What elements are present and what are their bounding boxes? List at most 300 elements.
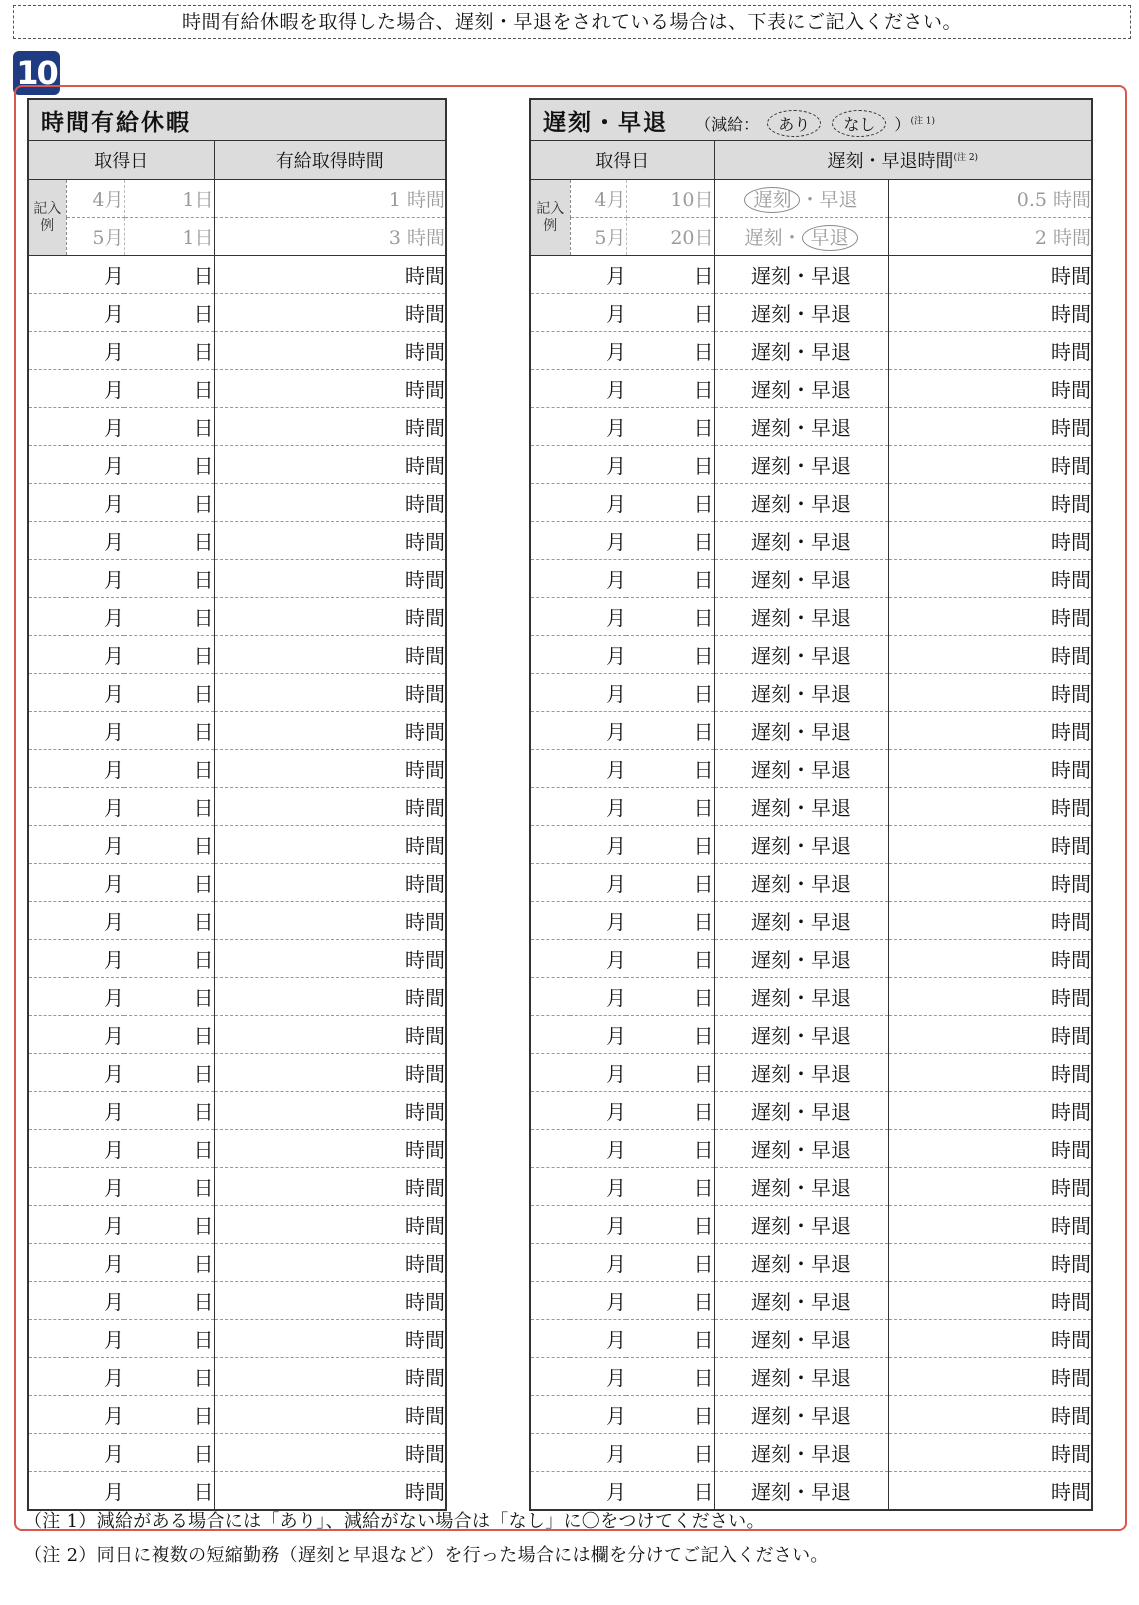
hours-field[interactable]: 時間 — [888, 294, 1092, 332]
entry-row — [28, 1092, 446, 1130]
entry-row — [530, 1320, 1092, 1358]
hours-field[interactable]: 時間 — [888, 1358, 1092, 1396]
entry-row — [28, 598, 446, 636]
entry-row — [530, 940, 1092, 978]
hours-field[interactable]: 時間 — [888, 408, 1092, 446]
late-early-choice[interactable]: 遅刻・早退 — [714, 1434, 888, 1472]
month-field[interactable]: 月 — [530, 1016, 626, 1054]
late-early-choice[interactable]: 遅刻・早退 — [714, 1320, 888, 1358]
note-2-ref: (注 2) — [953, 153, 979, 163]
month-field[interactable]: 月 — [28, 1434, 124, 1472]
hours-field[interactable]: 時間 — [888, 446, 1092, 484]
example-hours: 2 時間 — [888, 218, 1092, 256]
hours-field[interactable]: 時間 — [888, 902, 1092, 940]
hours-field[interactable]: 時間 — [888, 1434, 1092, 1472]
day-field[interactable]: 日 — [124, 332, 214, 370]
hours-field[interactable]: 時間 — [888, 636, 1092, 674]
hours-field[interactable]: 時間 — [214, 788, 446, 826]
header-acquisition-date: 取得日 — [530, 141, 714, 180]
month-field[interactable]: 月 — [28, 826, 124, 864]
month-field[interactable]: 月 — [28, 978, 124, 1016]
month-field[interactable]: 月 — [530, 636, 626, 674]
day-field[interactable]: 日 — [626, 1472, 714, 1511]
example-hours: 0.5 時間 — [888, 180, 1092, 218]
entry-row — [530, 598, 1092, 636]
late-early-choice[interactable]: 遅刻・早退 — [714, 864, 888, 902]
late-early-choice[interactable]: 遅刻・早退 — [714, 712, 888, 750]
entry-row — [28, 294, 446, 332]
day-field[interactable]: 日 — [124, 788, 214, 826]
day-field[interactable]: 日 — [124, 598, 214, 636]
day-field[interactable]: 日 — [626, 1282, 714, 1320]
late-early-choice[interactable]: 遅刻・早退 — [714, 978, 888, 1016]
month-field[interactable]: 月 — [28, 1282, 124, 1320]
hours-field[interactable]: 時間 — [214, 1396, 446, 1434]
hours-field[interactable]: 時間 — [888, 484, 1092, 522]
late-early-choice[interactable]: 遅刻・早退 — [714, 560, 888, 598]
entry-row — [530, 1168, 1092, 1206]
month-field[interactable]: 月 — [28, 1130, 124, 1168]
hours-field[interactable]: 時間 — [214, 484, 446, 522]
month-field[interactable]: 月 — [28, 712, 124, 750]
entry-row — [28, 940, 446, 978]
month-field[interactable]: 月 — [530, 446, 626, 484]
day-field[interactable]: 日 — [626, 598, 714, 636]
month-field[interactable]: 月 — [28, 446, 124, 484]
month-field[interactable]: 月 — [530, 1092, 626, 1130]
month-field[interactable]: 月 — [530, 902, 626, 940]
late-early-choice[interactable]: 遅刻・早退 — [714, 674, 888, 712]
month-field[interactable]: 月 — [530, 674, 626, 712]
day-field[interactable]: 日 — [626, 978, 714, 1016]
month-field[interactable]: 月 — [28, 636, 124, 674]
day-field[interactable]: 日 — [626, 1244, 714, 1282]
day-field[interactable]: 日 — [124, 408, 214, 446]
month-field[interactable]: 月 — [530, 1320, 626, 1358]
day-field[interactable]: 日 — [626, 1168, 714, 1206]
month-field[interactable]: 月 — [530, 1168, 626, 1206]
day-field[interactable]: 日 — [626, 1054, 714, 1092]
day-field[interactable]: 日 — [626, 674, 714, 712]
month-field[interactable]: 月 — [28, 674, 124, 712]
month-field[interactable]: 月 — [28, 294, 124, 332]
late-early-choice[interactable]: 遅刻・早退 — [714, 408, 888, 446]
day-field[interactable]: 日 — [626, 294, 714, 332]
reduction-label: （減給： — [695, 114, 760, 134]
late-early-choice[interactable]: 遅刻・早退 — [714, 598, 888, 636]
hours-field[interactable]: 時間 — [214, 1168, 446, 1206]
entry-row — [28, 1054, 446, 1092]
month-field[interactable]: 月 — [28, 864, 124, 902]
day-field[interactable]: 日 — [124, 1206, 214, 1244]
month-field[interactable]: 月 — [28, 484, 124, 522]
day-field[interactable]: 日 — [626, 1130, 714, 1168]
section-number-badge: 10 — [13, 51, 60, 95]
pay-reduction-choice — [695, 115, 935, 134]
month-field[interactable]: 月 — [530, 788, 626, 826]
month-field[interactable]: 月 — [530, 560, 626, 598]
month-field[interactable]: 月 — [530, 1434, 626, 1472]
hours-field[interactable]: 時間 — [214, 826, 446, 864]
late-early-choice[interactable]: 遅刻・早退 — [714, 1168, 888, 1206]
day-field[interactable]: 日 — [124, 560, 214, 598]
entry-row — [530, 1092, 1092, 1130]
footnote-1: （注 1）減給がある場合には「あり」、減給がない場合は「なし」に〇をつけてください。 — [24, 1511, 765, 1532]
late-early-choice[interactable]: 遅刻・早退 — [714, 1130, 888, 1168]
day-field[interactable]: 日 — [124, 256, 214, 294]
day-field[interactable]: 日 — [626, 902, 714, 940]
hours-field[interactable]: 時間 — [888, 1016, 1092, 1054]
entry-row — [530, 1206, 1092, 1244]
hours-field[interactable]: 時間 — [888, 522, 1092, 560]
day-field[interactable]: 日 — [626, 560, 714, 598]
month-field[interactable]: 月 — [28, 256, 124, 294]
month-field[interactable]: 月 — [28, 788, 124, 826]
late-early-choice[interactable]: 遅刻・早退 — [714, 522, 888, 560]
hours-field[interactable]: 時間 — [214, 1016, 446, 1054]
entry-row — [28, 1206, 446, 1244]
hours-field[interactable]: 時間 — [214, 1282, 446, 1320]
entry-row — [28, 864, 446, 902]
entry-row — [530, 788, 1092, 826]
month-field[interactable]: 月 — [28, 522, 124, 560]
late-early-choice[interactable]: 遅刻・早退 — [714, 446, 888, 484]
hours-field[interactable]: 時間 — [214, 1358, 446, 1396]
hours-field[interactable]: 時間 — [214, 408, 446, 446]
day-field[interactable]: 日 — [124, 446, 214, 484]
example-label: 記入例 — [530, 180, 570, 256]
month-field[interactable]: 月 — [530, 332, 626, 370]
day-field[interactable]: 日 — [124, 1282, 214, 1320]
day-field[interactable]: 日 — [124, 522, 214, 560]
late-early-choice[interactable]: 遅刻・早退 — [714, 484, 888, 522]
example-month: 4月 — [570, 180, 626, 218]
entry-row — [530, 636, 1092, 674]
hours-field[interactable]: 時間 — [214, 256, 446, 294]
hours-field[interactable]: 時間 — [214, 1092, 446, 1130]
hours-field[interactable]: 時間 — [888, 826, 1092, 864]
day-field[interactable]: 日 — [626, 940, 714, 978]
day-field[interactable]: 日 — [626, 712, 714, 750]
hours-field[interactable]: 時間 — [214, 1434, 446, 1472]
paid-leave-title: 時間有給休暇 — [41, 108, 191, 136]
day-field[interactable]: 日 — [626, 1358, 714, 1396]
day-field[interactable]: 日 — [124, 864, 214, 902]
hours-field[interactable]: 時間 — [888, 864, 1092, 902]
late-early-choice[interactable]: 遅刻・早退 — [714, 1472, 888, 1511]
example-month: 5月 — [66, 218, 124, 256]
day-field[interactable]: 日 — [626, 1434, 714, 1472]
entry-row — [530, 1396, 1092, 1434]
header-acquisition-date: 取得日 — [28, 141, 214, 180]
entry-row — [28, 636, 446, 674]
month-field[interactable]: 月 — [530, 522, 626, 560]
day-field[interactable]: 日 — [626, 1092, 714, 1130]
day-field[interactable]: 日 — [124, 1092, 214, 1130]
month-field[interactable]: 月 — [530, 978, 626, 1016]
day-field[interactable]: 日 — [124, 902, 214, 940]
late-early-choice[interactable]: 遅刻・早退 — [714, 1054, 888, 1092]
entry-row — [28, 826, 446, 864]
month-field[interactable]: 月 — [530, 256, 626, 294]
month-field[interactable]: 月 — [28, 408, 124, 446]
day-field[interactable]: 日 — [626, 484, 714, 522]
day-field[interactable]: 日 — [626, 1320, 714, 1358]
hours-field[interactable]: 時間 — [888, 1130, 1092, 1168]
hours-field[interactable]: 時間 — [405, 1480, 445, 1504]
month-field[interactable]: 月 — [530, 1358, 626, 1396]
hours-field[interactable]: 時間 — [1051, 1480, 1092, 1504]
entry-row — [28, 1320, 446, 1358]
entry-row — [28, 446, 446, 484]
month-field[interactable]: 月 — [530, 1130, 626, 1168]
day-field[interactable]: 日 — [124, 1320, 214, 1358]
day-field[interactable]: 日 — [124, 636, 214, 674]
month-field[interactable]: 月 — [28, 940, 124, 978]
month-field[interactable]: 月 — [530, 1396, 626, 1434]
month-field[interactable]: 月 — [28, 598, 124, 636]
entry-row — [530, 1358, 1092, 1396]
hours-field[interactable]: 時間 — [214, 370, 446, 408]
entry-row — [28, 1130, 446, 1168]
day-field[interactable]: 日 — [626, 636, 714, 674]
hours-field[interactable]: 時間 — [888, 1168, 1092, 1206]
hours-field[interactable]: 時間 — [214, 750, 446, 788]
entry-row — [530, 1282, 1092, 1320]
hours-field[interactable]: 時間 — [214, 1054, 446, 1092]
month-field[interactable]: 月 — [28, 1168, 124, 1206]
day-field[interactable]: 日 — [124, 1472, 214, 1511]
day-field[interactable]: 日 — [124, 370, 214, 408]
hours-field[interactable]: 時間 — [888, 1282, 1092, 1320]
entry-row — [28, 408, 446, 446]
month-field[interactable]: 月 — [530, 940, 626, 978]
entry-row — [28, 978, 446, 1016]
day-field[interactable]: 日 — [626, 864, 714, 902]
hours-field[interactable]: 時間 — [214, 598, 446, 636]
month-field[interactable]: 月 — [530, 1054, 626, 1092]
day-field[interactable]: 日 — [626, 446, 714, 484]
late-early-choice[interactable]: 遅刻・早退 — [714, 294, 888, 332]
month-field[interactable]: 月 — [530, 1206, 626, 1244]
month-field[interactable]: 月 — [28, 1016, 124, 1054]
hours-field[interactable]: 時間 — [214, 636, 446, 674]
hours-field[interactable]: 時間 — [888, 256, 1092, 294]
month-field[interactable]: 月 — [530, 826, 626, 864]
hours-field[interactable]: 時間 — [888, 712, 1092, 750]
hours-field[interactable]: 時間 — [888, 1320, 1092, 1358]
entry-row — [530, 1054, 1092, 1092]
entry-row — [28, 1168, 446, 1206]
month-field[interactable]: 月 — [530, 408, 626, 446]
hours-field[interactable]: 時間 — [214, 560, 446, 598]
hours-field[interactable]: 時間 — [214, 902, 446, 940]
month-field[interactable]: 月 — [530, 750, 626, 788]
day-field[interactable]: 日 — [124, 1396, 214, 1434]
entry-row — [28, 256, 446, 294]
late-early-choice[interactable]: 遅刻・早退 — [714, 1206, 888, 1244]
month-field[interactable]: 月 — [28, 560, 124, 598]
day-field[interactable]: 日 — [124, 294, 214, 332]
day-field[interactable]: 日 — [626, 256, 714, 294]
hours-field[interactable]: 時間 — [888, 940, 1092, 978]
day-field[interactable]: 日 — [626, 826, 714, 864]
hours-field[interactable]: 時間 — [214, 332, 446, 370]
day-field[interactable]: 日 — [626, 1396, 714, 1434]
entry-row — [28, 1282, 446, 1320]
day-field[interactable]: 日 — [626, 332, 714, 370]
month-field[interactable]: 月 — [530, 864, 626, 902]
reduction-option-yes[interactable]: あり — [767, 110, 821, 137]
month-field[interactable]: 月 — [28, 1206, 124, 1244]
month-field[interactable]: 月 — [530, 598, 626, 636]
hours-field[interactable]: 時間 — [888, 1092, 1092, 1130]
entry-row — [28, 1244, 446, 1282]
entry-row — [530, 712, 1092, 750]
entry-row — [530, 1016, 1092, 1054]
day-field[interactable]: 日 — [626, 750, 714, 788]
hours-field[interactable]: 時間 — [888, 598, 1092, 636]
late-early-choice[interactable]: 遅刻・早退 — [714, 826, 888, 864]
day-field[interactable]: 日 — [124, 1168, 214, 1206]
month-field[interactable]: 月 — [28, 1358, 124, 1396]
day-field[interactable]: 日 — [626, 522, 714, 560]
day-field[interactable]: 日 — [124, 1130, 214, 1168]
entry-row — [530, 408, 1092, 446]
day-field[interactable]: 日 — [626, 788, 714, 826]
entry-row — [530, 332, 1092, 370]
day-field[interactable]: 日 — [626, 1016, 714, 1054]
day-field[interactable]: 日 — [626, 408, 714, 446]
late-early-choice[interactable]: 遅刻・早退 — [714, 1282, 888, 1320]
hours-field[interactable]: 時間 — [214, 712, 446, 750]
example-day: 1日 — [124, 180, 214, 218]
example-day: 20日 — [626, 218, 714, 256]
circled-early: 早退 — [802, 225, 858, 251]
late-early-choice[interactable]: 遅刻・早退 — [714, 1358, 888, 1396]
late-early-choice[interactable]: 遅刻・早退 — [714, 940, 888, 978]
day-field[interactable]: 日 — [124, 1054, 214, 1092]
entry-row — [28, 332, 446, 370]
header-paid-hours: 有給取得時間 — [214, 141, 446, 180]
hours-field[interactable]: 時間 — [888, 674, 1092, 712]
entry-row — [28, 712, 446, 750]
hours-field[interactable]: 時間 — [214, 1206, 446, 1244]
late-early-choice[interactable]: 遅刻・早退 — [714, 1016, 888, 1054]
reduction-option-no[interactable]: なし — [832, 110, 886, 137]
month-field[interactable]: 月 — [28, 1320, 124, 1358]
hours-field[interactable]: 時間 — [888, 560, 1092, 598]
hours-field[interactable]: 時間 — [888, 750, 1092, 788]
entry-row — [28, 750, 446, 788]
instruction-text: 時間有給休暇を取得した場合、遅刻・早退をされている場合は、下表にご記入ください。 — [13, 5, 1131, 39]
hours-field[interactable]: 時間 — [888, 1396, 1092, 1434]
month-field[interactable]: 月 — [28, 1054, 124, 1092]
hours-field[interactable]: 時間 — [214, 294, 446, 332]
hours-field[interactable]: 時間 — [888, 1054, 1092, 1092]
hours-field[interactable]: 時間 — [888, 1206, 1092, 1244]
month-field[interactable]: 月 — [530, 294, 626, 332]
month-field[interactable]: 月 — [28, 1396, 124, 1434]
month-field[interactable]: 月 — [530, 712, 626, 750]
month-field[interactable]: 月 — [28, 902, 124, 940]
hours-field[interactable]: 時間 — [888, 788, 1092, 826]
entry-row — [28, 1434, 446, 1472]
hours-field[interactable]: 時間 — [214, 674, 446, 712]
month-field[interactable]: 月 — [530, 1244, 626, 1282]
day-field[interactable]: 日 — [124, 940, 214, 978]
hours-field[interactable]: 時間 — [214, 1320, 446, 1358]
hours-field[interactable]: 時間 — [214, 522, 446, 560]
hours-field[interactable]: 時間 — [888, 978, 1092, 1016]
day-field[interactable]: 日 — [626, 370, 714, 408]
late-early-choice[interactable]: 遅刻・早退 — [714, 788, 888, 826]
day-field[interactable]: 日 — [124, 750, 214, 788]
example-day: 1日 — [124, 218, 214, 256]
reduction-close: ） — [894, 114, 911, 134]
example-hours: 1 時間 — [214, 180, 446, 218]
hours-field[interactable]: 時間 — [214, 446, 446, 484]
month-field[interactable]: 月 — [530, 1282, 626, 1320]
late-early-choice[interactable]: 遅刻・早退 — [714, 636, 888, 674]
example-late-early: 遅刻 ・早退 — [714, 180, 888, 218]
late-early-choice[interactable]: 遅刻・早退 — [714, 332, 888, 370]
month-field[interactable]: 月 — [28, 332, 124, 370]
month-field[interactable]: 月 — [28, 370, 124, 408]
entry-row — [530, 826, 1092, 864]
month-field[interactable]: 月 — [104, 1480, 124, 1504]
month-field[interactable]: 月 — [530, 484, 626, 522]
hours-field[interactable]: 時間 — [214, 978, 446, 1016]
day-field[interactable]: 日 — [124, 1358, 214, 1396]
day-field[interactable]: 日 — [124, 826, 214, 864]
late-early-choice[interactable]: 遅刻・早退 — [714, 902, 888, 940]
late-early-choice[interactable]: 遅刻・早退 — [714, 1396, 888, 1434]
day-field[interactable]: 日 — [124, 1016, 214, 1054]
entry-row — [28, 484, 446, 522]
hours-field[interactable]: 時間 — [888, 332, 1092, 370]
late-early-choice[interactable]: 遅刻・早退 — [714, 1244, 888, 1282]
hours-field[interactable]: 時間 — [888, 1244, 1092, 1282]
day-field[interactable]: 日 — [124, 674, 214, 712]
entry-row — [530, 674, 1092, 712]
hours-field[interactable]: 時間 — [888, 370, 1092, 408]
day-field[interactable]: 日 — [124, 978, 214, 1016]
late-early-choice[interactable]: 遅刻・早退 — [714, 750, 888, 788]
late-early-choice[interactable]: 遅刻・早退 — [714, 1092, 888, 1130]
month-field[interactable]: 月 — [530, 370, 626, 408]
late-early-title: 遅刻・早退 — [543, 108, 668, 136]
entry-row — [28, 1472, 446, 1511]
day-field[interactable]: 日 — [124, 1244, 214, 1282]
month-field[interactable]: 月 — [606, 1480, 626, 1504]
month-field[interactable]: 月 — [28, 750, 124, 788]
late-early-choice[interactable]: 遅刻・早退 — [714, 370, 888, 408]
late-early-choice[interactable]: 遅刻・早退 — [714, 256, 888, 294]
month-field[interactable]: 月 — [28, 1092, 124, 1130]
hours-field[interactable]: 時間 — [214, 1130, 446, 1168]
day-field[interactable]: 日 — [124, 484, 214, 522]
entry-row — [530, 1434, 1092, 1472]
month-field[interactable]: 月 — [28, 1244, 124, 1282]
hours-field[interactable]: 時間 — [214, 864, 446, 902]
hours-field[interactable]: 時間 — [214, 1244, 446, 1282]
entry-row — [530, 978, 1092, 1016]
day-field[interactable]: 日 — [124, 1434, 214, 1472]
day-field[interactable]: 日 — [626, 1206, 714, 1244]
day-field[interactable]: 日 — [124, 712, 214, 750]
hours-field[interactable]: 時間 — [214, 940, 446, 978]
